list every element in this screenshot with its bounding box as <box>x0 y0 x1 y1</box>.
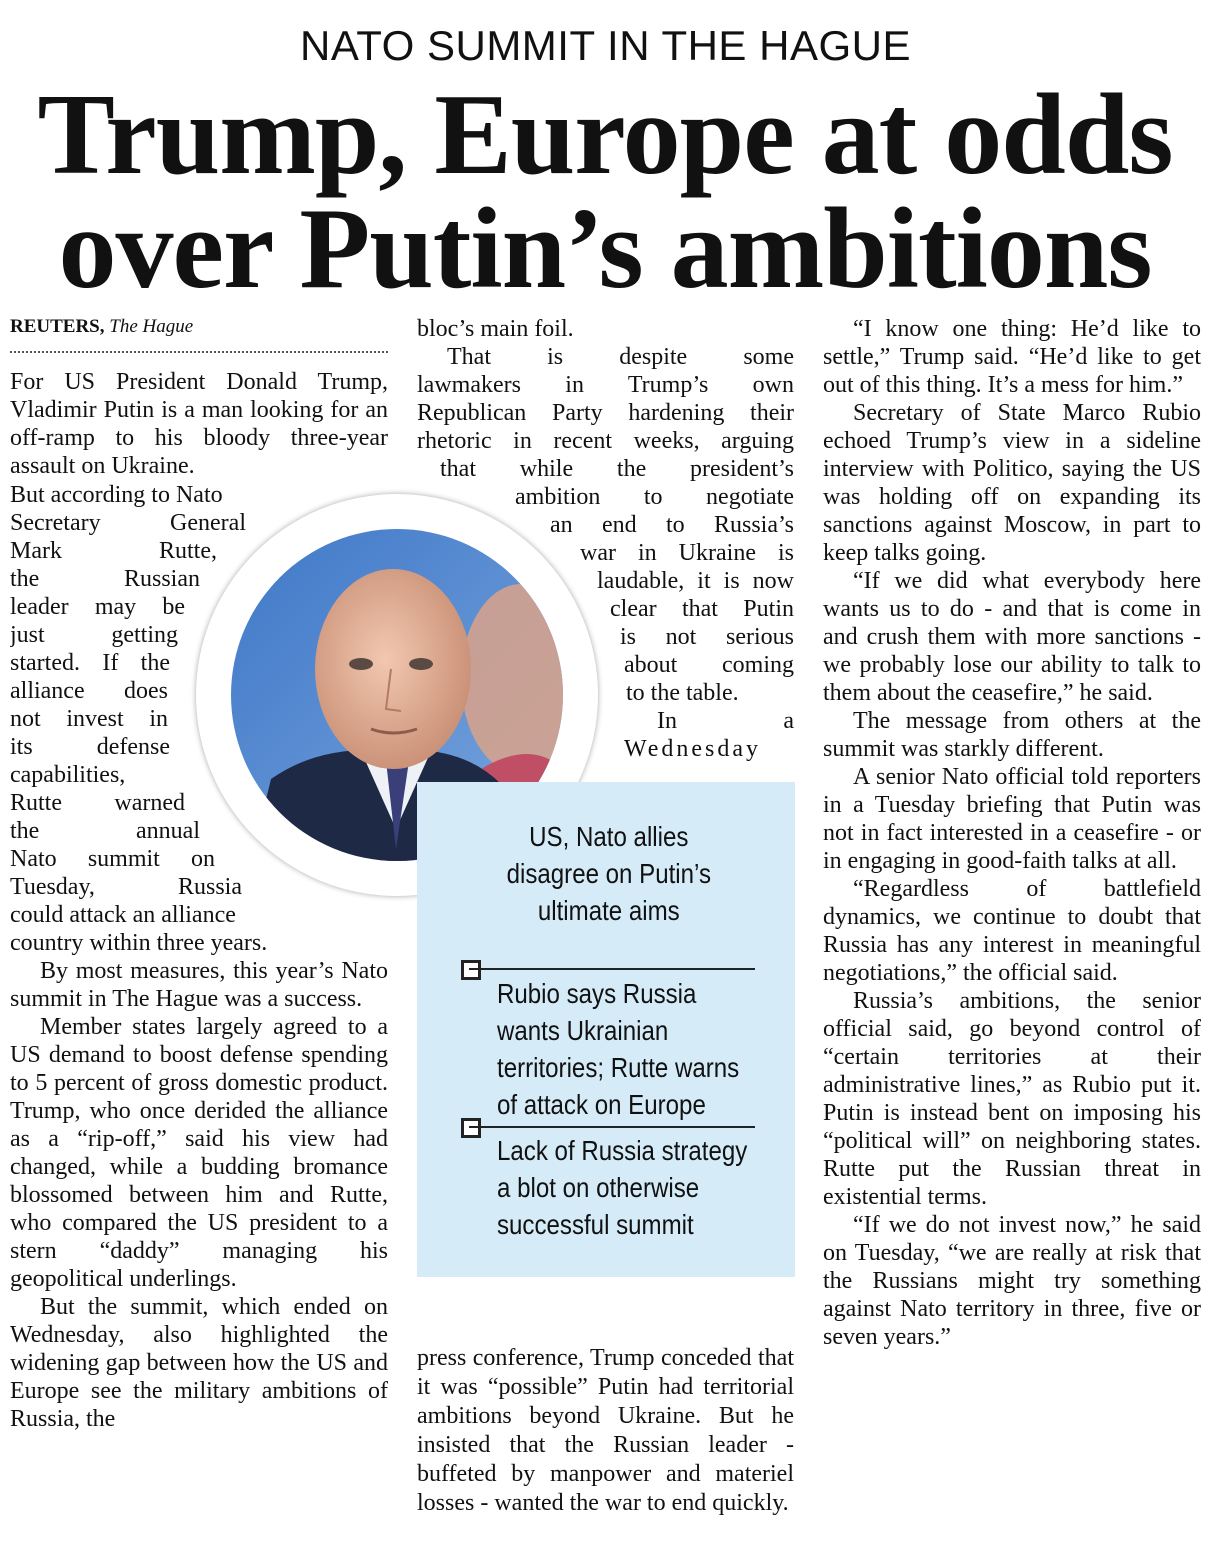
wrapped-line: an end to Russia’s <box>550 512 794 538</box>
wrapped-line: its defense <box>10 734 170 760</box>
paragraph: press conference, Trump conceded that it was “possible” Putin had territorial ambitions beyond Ukraine. But he insisted that the Russian leader - buffeted by manpower and materiel losses - wanted the war to end quickly. <box>417 1345 794 1516</box>
wrapped-line: That is despite some <box>447 344 794 370</box>
wrapped-line: leader may be <box>10 594 185 620</box>
headline-line-2: over Putin’s ambitions <box>58 185 1152 313</box>
wrapped-line: lawmakers in Trump’s own <box>417 372 794 398</box>
wrapped-line: Wednesday <box>624 736 762 762</box>
bullet-box-icon <box>461 1118 481 1138</box>
wrapped-line: But according to Nato <box>10 482 223 508</box>
wrapped-line: laudable, it is now <box>597 568 794 594</box>
byline-agency: REUTERS, <box>10 316 105 337</box>
wrapped-line: Rutte warned <box>10 790 185 816</box>
wrapped-line: alliance does <box>10 678 168 704</box>
byline-divider <box>10 351 388 353</box>
paragraph: “If we did what everybody here wants us to do - and that is come in and crush them with more sanctions - we probably lose our ability to talk to them about the ceasefire,” he said. <box>823 568 1201 706</box>
wrapped-line: Nato summit on <box>10 846 215 872</box>
sidebar-rule <box>469 1126 755 1128</box>
wrapped-line: the Russian <box>10 566 200 592</box>
wrapped-line: that while the president’s <box>440 456 794 482</box>
paragraph: “Regardless of battlefield dynamics, we continue to doubt that Russia has any interest in meaningful negotiations,” the official said. <box>823 876 1201 986</box>
paragraph: A senior Nato official told reporters in a Tuesday briefing that Putin was not in fact interested in a ceasefire - or in engaging in good-faith talks at all. <box>823 764 1201 874</box>
paragraph: bloc’s main foil. <box>417 316 574 342</box>
wrapped-line: Secretary General <box>10 510 246 536</box>
paragraph: Member states largely agreed to a US demand to boost defense spending to 5 percent of gross domestic product. Trump, who once derided the alliance as a “rip-off,” said his view had changed, while a budding bromance blossomed between him and Rutte, who compared the US president to a stern “daddy” managing his geopolitical underlings. <box>10 1014 388 1292</box>
sidebar-item-1: Rubio says Russia wants Ukrainian territories; Rutte warns of attack on Europe <box>497 978 740 1120</box>
wrapped-line: war in Ukraine is <box>580 540 794 566</box>
sidebar-rule <box>469 968 755 970</box>
wrapped-line: the annual <box>10 818 200 844</box>
column-2 <box>417 315 794 343</box>
sidebar-item-2: Lack of Russia strategy a blot on otherwise successful summit <box>497 1135 748 1240</box>
sidebar-highlights <box>417 782 795 1277</box>
wrapped-line: Tuesday, Russia <box>10 874 242 900</box>
paragraph: But the summit, which ended on Wednesday, also highlighted the widening gap between how the US and Europe see the military ambitions of Russia, the <box>10 1294 388 1432</box>
wrapped-line: In a <box>657 708 794 734</box>
paragraph: Russia’s ambitions, the senior official said, go beyond control of “certain territories at their administrative lines,” as Rubio put it. Putin is instead bent on imposing his “political will” on neighboring states. Rutte put the Russian threat in existential terms. <box>823 988 1201 1210</box>
column-3 <box>823 315 1201 1351</box>
wrapped-line: to the table. <box>626 680 739 706</box>
paragraph: The message from others at the summit was starkly different. <box>823 708 1201 762</box>
byline-place: The Hague <box>109 316 194 337</box>
headline <box>10 71 1200 313</box>
wrapped-line: rhetoric in recent weeks, arguing <box>417 428 794 454</box>
wrapped-line: Mark Rutte, <box>10 538 217 564</box>
paragraph: For US President Donald Trump, Vladimir Putin is a man looking for an off-ramp to his bloody three-year assault on Ukraine. <box>10 369 388 479</box>
paragraph: “If we do not invest now,” he said on Tuesday, “we are really at risk that the Russians might try something against Nato territory in three, five or seven years.” <box>823 1212 1201 1350</box>
wrapped-line: ambition to negotiate <box>515 484 794 510</box>
wrapped-line: Republican Party hardening their <box>417 400 794 426</box>
wrapped-line: is not serious <box>620 624 794 650</box>
sidebar-title: US, Nato allies disagree on Putin’s ultimate aims <box>506 821 711 926</box>
wrapped-line: started. If the <box>10 650 170 676</box>
kicker: NATO SUMMIT IN THE HAGUE <box>300 22 911 69</box>
wrapped-line: just getting <box>10 622 178 648</box>
paragraph: “I know one thing: He’d like to settle,” Trump said. “He’d like to get out of this thing. It’s a mess for him.” <box>823 316 1201 398</box>
headline-line-1: Trump, Europe at odds <box>37 71 1173 199</box>
byline <box>10 316 388 338</box>
wrapped-line: country within three years. <box>10 930 268 956</box>
wrapped-line: could attack an alliance <box>10 902 236 928</box>
column-2-bottom <box>417 1320 794 1542</box>
wrapped-line: not invest in <box>10 706 168 732</box>
paragraph: By most measures, this year’s Nato summit in The Hague was a success. <box>10 958 388 1012</box>
wrapped-line: about coming <box>624 652 794 678</box>
paragraph: Secretary of State Marco Rubio echoed Trump’s view in a sideline interview with Politico, saying the US was holding off on expanding its sanctions against Moscow, in part to keep talks going. <box>823 400 1201 566</box>
wrapped-line: capabilities, <box>10 762 126 788</box>
wrapped-line: clear that Putin <box>610 596 794 622</box>
column-1-continued <box>10 957 388 1433</box>
column-1 <box>10 368 388 480</box>
bullet-box-icon <box>461 960 481 980</box>
